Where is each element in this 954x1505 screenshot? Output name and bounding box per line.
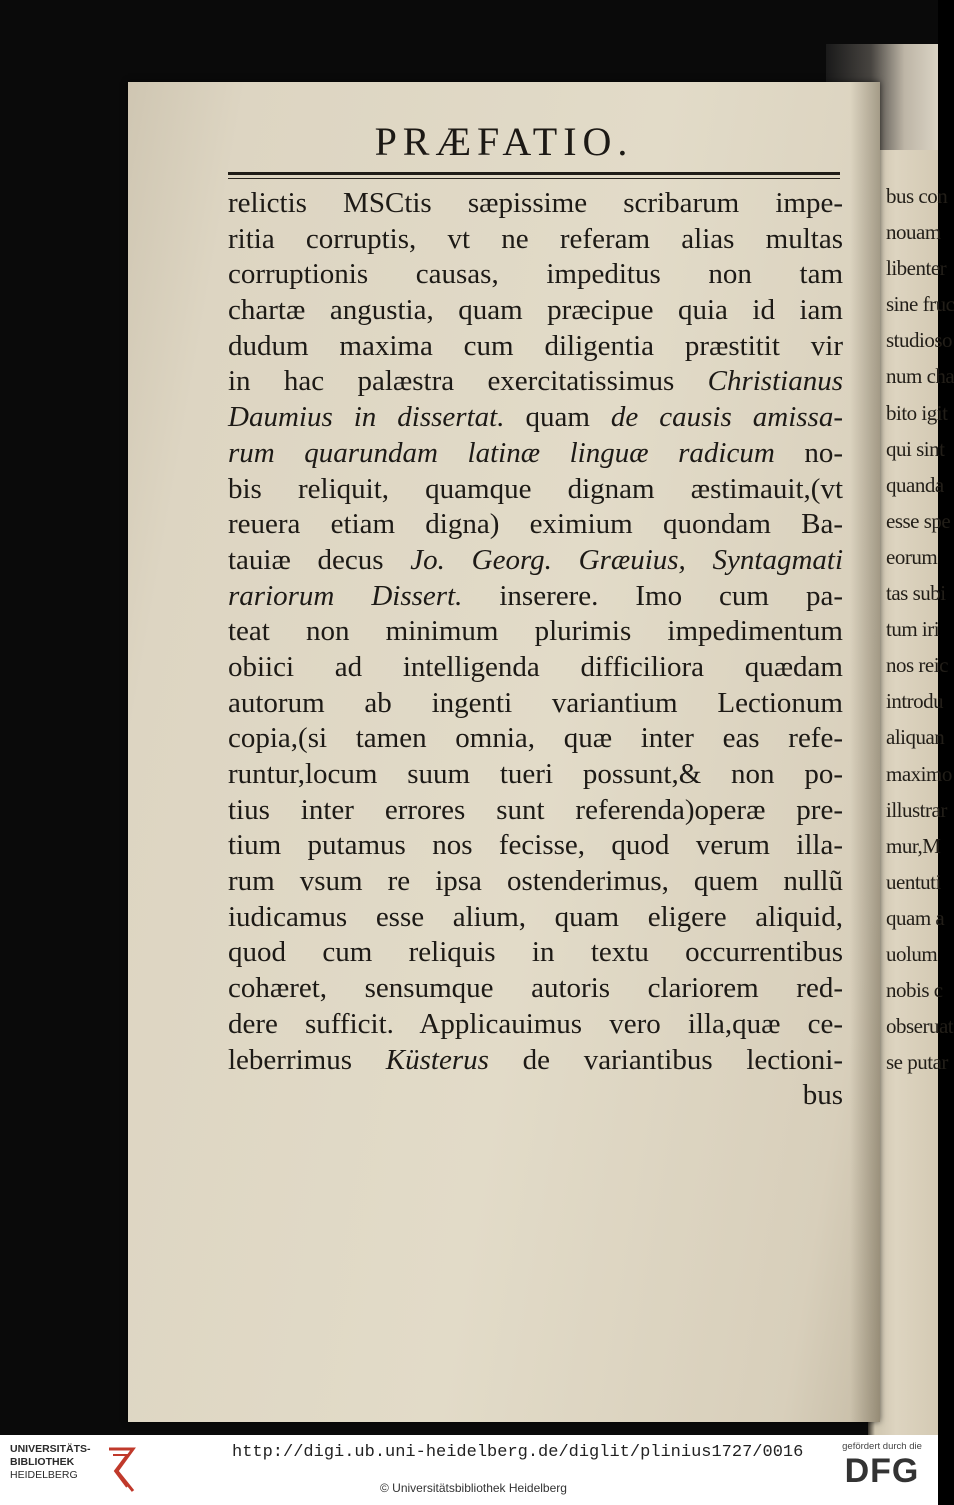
text-line: [228, 329, 843, 365]
book-page: [128, 82, 880, 1422]
facing-page-fragment: mur,M: [886, 833, 941, 858]
header-rule: [228, 172, 840, 175]
italic-segment: rariorum Dissert.: [228, 579, 463, 612]
text-segment: corruptionis causas, impeditus non tam: [228, 258, 843, 291]
facing-page-fragment: num cha: [886, 364, 954, 389]
facing-page-fragment: nouam: [886, 220, 941, 245]
text-line: [228, 543, 843, 579]
facing-page-fragment: obseruat: [886, 1014, 954, 1039]
facing-page-fragment: eorum: [886, 544, 938, 569]
text-line: [228, 472, 843, 508]
facing-page-fragment: esse spe: [886, 508, 951, 533]
italic-segment: Daumius in dissertat.: [228, 401, 505, 434]
facing-page-fragment: aliquan: [886, 725, 945, 750]
facing-page-fragment: illustrar: [886, 797, 947, 822]
text-segment: bis reliquit, quamque dignam æstimauit,(vt: [228, 472, 843, 505]
facing-page-fragment: maximo: [886, 761, 952, 786]
library-logo[interactable]: [10, 1443, 145, 1501]
italic-segment: Küsterus: [385, 1043, 489, 1076]
text-line: [228, 364, 843, 400]
header-rule-thin: [228, 178, 840, 179]
text-line: [228, 257, 843, 293]
text-segment: leberrimus: [228, 1043, 386, 1076]
text-line: [228, 1043, 843, 1079]
text-segment: cohæret, sensumque autoris clariorem red-: [228, 972, 843, 1005]
funder-logo[interactable]: [832, 1441, 932, 1490]
text-segment: reuera etiam digna) eximium quondam Ba-: [228, 508, 843, 541]
text-line: [228, 1007, 843, 1043]
facing-page-fragment: sine fruc: [886, 292, 954, 317]
facing-page-fragment: tas subi: [886, 581, 946, 606]
text-segment: chartæ angustia, quam præcipue quia id iam: [228, 294, 843, 327]
italic-segment: de causis amissa-: [610, 401, 843, 434]
text-line: [228, 507, 843, 543]
funder-note: gefördert durch die: [842, 1441, 922, 1452]
viewer-footer: [0, 1435, 938, 1505]
library-mark-icon: [105, 1445, 137, 1495]
dfg-logo-text: DFG: [844, 1452, 920, 1490]
italic-segment: rum quarundam latinæ linguæ radicum: [228, 436, 775, 469]
facing-page-fragment: tum iri: [886, 617, 940, 642]
catchword: bus: [802, 1079, 843, 1112]
text-segment: in hac palæstra exercitatissimus: [228, 365, 708, 398]
text-segment: tauiæ decus: [228, 543, 411, 576]
text-segment: ritia corruptis, vt ne referam alias multas: [228, 222, 843, 255]
text-line: [228, 721, 843, 757]
facing-page-fragment: bus con: [886, 184, 948, 208]
text-segment: copia,(si tamen omnia, quæ inter eas refe-: [228, 722, 843, 755]
text-segment: iudicamus esse alium, quam eligere aliquid,: [228, 900, 843, 933]
text-line: [228, 864, 843, 900]
text-segment: runtur,locum suum tueri possunt,& non po-: [228, 758, 843, 790]
facing-page-fragment: introdu: [886, 689, 944, 714]
italic-segment: Christianus: [707, 365, 843, 398]
facing-page-fragment: se putar: [886, 1050, 948, 1075]
copyright-notice: © Universitätsbibliothek Heidelberg: [380, 1481, 567, 1495]
facing-page-fragment: studioso: [886, 328, 953, 353]
text-segment: teat non minimum plurimis impedimentum: [228, 615, 843, 648]
facing-page-fragment: nobis c: [886, 978, 943, 1003]
text-line: [228, 400, 843, 436]
text-line: [228, 222, 843, 258]
text-line: [228, 579, 843, 615]
text-segment: no-: [774, 436, 843, 469]
facing-page-fragment: uentuti: [886, 869, 941, 894]
text-segment: quod cum reliquis in textu occurrentibus: [228, 936, 843, 969]
facing-page-fragment: qui sint: [886, 436, 945, 461]
text-segment: obiici ad intelligenda difficiliora quædam: [228, 650, 843, 683]
text-line: [228, 900, 843, 936]
facing-page-fragment: nos reic: [886, 653, 948, 678]
page-url[interactable]: http://digi.ub.uni-heidelberg.de/diglit/plinius1727/0016: [232, 1443, 804, 1462]
text-line: [228, 293, 843, 329]
text-segment: tium putamus nos fecisse, quod verum illa-: [228, 829, 843, 862]
text-segment: de variantibus lectioni-: [488, 1043, 844, 1076]
text-line: [228, 757, 843, 793]
text-segment: tius inter errores sunt referenda)operæ pre-: [228, 793, 843, 826]
text-line: [228, 935, 843, 971]
facing-page-fragment: uolum: [886, 941, 938, 966]
facing-page-fragment: quanda: [886, 472, 944, 497]
text-line: [228, 436, 843, 472]
text-segment: rum vsum re ipsa ostenderimus, quem nullũ: [228, 865, 843, 898]
text-line: [228, 186, 843, 222]
text-line: [228, 828, 843, 864]
text-line: [228, 614, 843, 650]
body-text: [228, 186, 843, 1114]
text-segment: quam: [504, 401, 611, 434]
text-segment: autorum ab ingenti variantium Lectionum: [228, 686, 843, 719]
running-head: PRÆFATIO.: [374, 119, 634, 164]
page-gutter-shadow: [850, 82, 880, 1422]
facing-page-fragment: libenter: [886, 256, 947, 281]
library-name-line1: UNIVERSITÄTS-: [10, 1443, 91, 1455]
text-segment: inserere. Imo cum pa-: [462, 579, 843, 612]
library-name-line2: BIBLIOTHEK: [10, 1456, 75, 1468]
facing-page-fragment: bito igit: [886, 400, 948, 425]
text-segment: relictis MSCtis sæpissime scribarum impe-: [228, 187, 843, 219]
text-line: [228, 971, 843, 1007]
text-segment: dudum maxima cum diligentia præstitit vir: [228, 329, 843, 362]
text-line: [228, 793, 843, 829]
library-name-line3: HEIDELBERG: [10, 1469, 78, 1481]
italic-segment: Jo. Georg. Græuius, Syntagmati: [410, 543, 843, 576]
text-line: [228, 686, 843, 722]
text-line: [228, 650, 843, 686]
facing-page-fragment: quam a: [886, 905, 945, 930]
text-segment: dere sufficit. Applicauimus vero illa,quæ ce-: [228, 1007, 843, 1040]
